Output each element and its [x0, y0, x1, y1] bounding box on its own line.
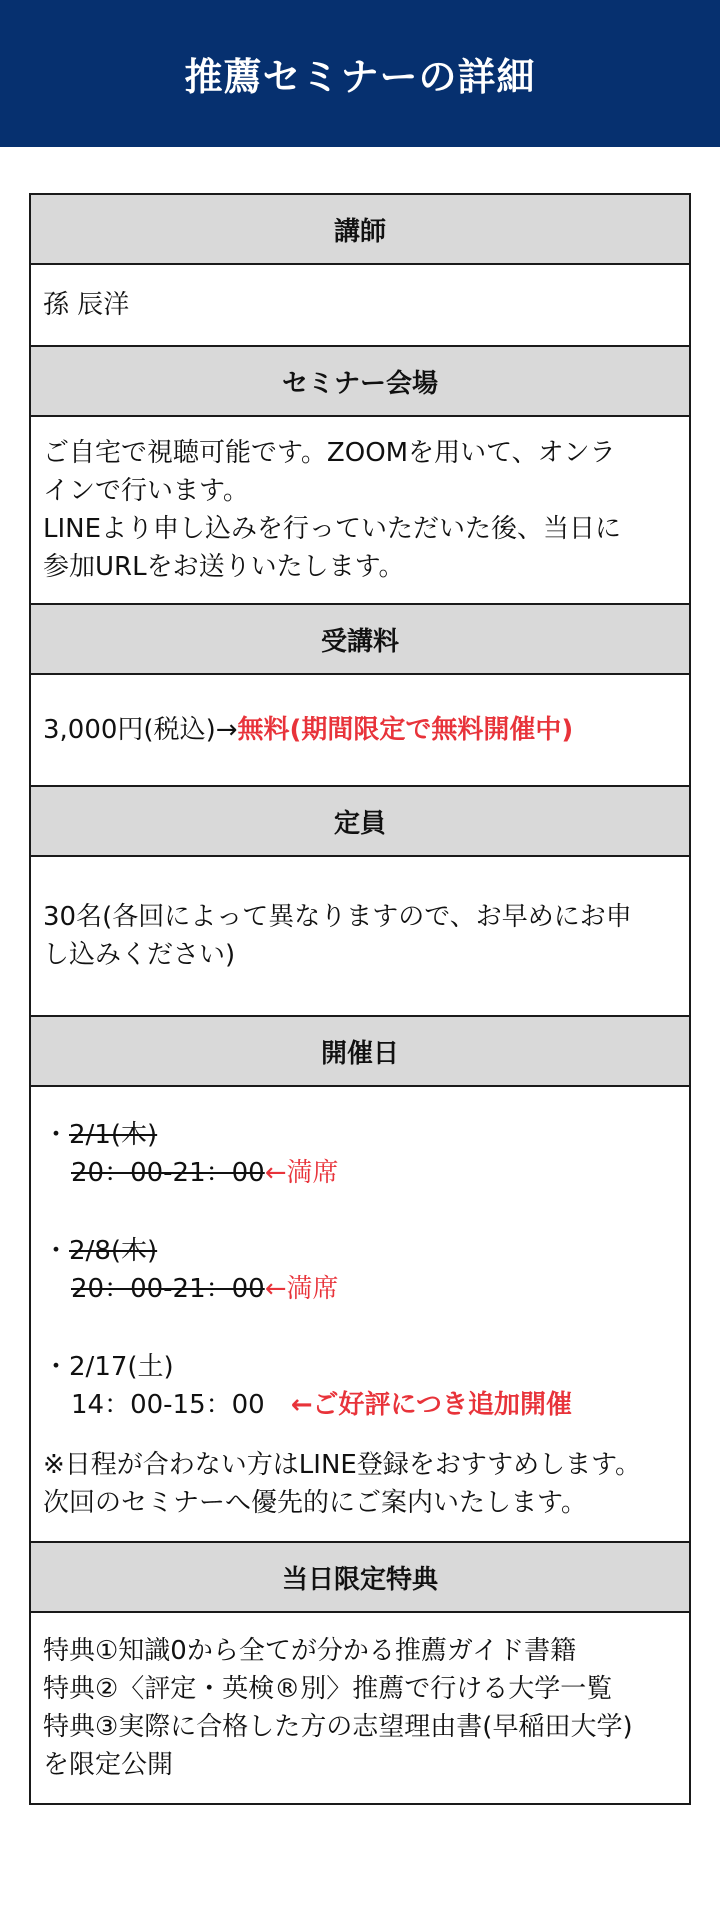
date-value: 2/17(土) [69, 1352, 174, 1382]
dates-heading: 開催日 [31, 1017, 689, 1087]
venue-body [31, 417, 689, 605]
fee-body [31, 675, 689, 787]
dates-note: ※日程が合わない方はLINE登録をおすすめします。 [43, 1450, 641, 1480]
bonus-line: 特典③実際に合格した方の志望理由書(早稲田大学) [43, 1712, 633, 1742]
seminar-details-table [29, 193, 691, 1805]
date-line [43, 1348, 677, 1386]
time-line [43, 1270, 677, 1308]
venue-line: LINEより申し込みを行っていただいた後、当日に [43, 514, 622, 544]
date-line [43, 1116, 677, 1154]
fee-heading: 受講料 [31, 605, 689, 675]
time-line [43, 1386, 677, 1424]
full-badge: ←満席 [264, 1274, 339, 1304]
fee-price: 3,000円(税込)→ [43, 715, 238, 745]
bonus-heading: 当日限定特典 [31, 1543, 689, 1613]
bonus-line: 特典②〈評定・英検®別〉推薦で行ける大学一覧 [43, 1674, 613, 1704]
date-item [43, 1116, 677, 1192]
capacity-line: し込みください) [43, 940, 236, 970]
spacer [43, 1424, 677, 1446]
full-badge: ←満席 [264, 1158, 339, 1188]
date-value: 2/8(木) [69, 1236, 158, 1266]
venue-line: 参加URLをお送りいたします。 [43, 552, 405, 582]
capacity-body [31, 857, 689, 1017]
date-bullet: ・ [43, 1236, 70, 1266]
venue-line: ご自宅で視聴可能です。ZOOMを用いて、オンラ [43, 438, 616, 468]
fee-free-label: 無料(期間限定で無料開催中) [237, 715, 574, 745]
spacer [43, 1308, 677, 1348]
date-value: 2/1(木) [69, 1120, 158, 1150]
bonus-line: を限定公開 [43, 1750, 174, 1780]
time-value: 20：00-21：00 [71, 1274, 265, 1304]
spacer [43, 1192, 677, 1232]
date-bullet: ・ [43, 1352, 70, 1382]
instructor-body [31, 265, 689, 347]
date-item [43, 1348, 677, 1424]
dates-body [31, 1087, 689, 1543]
date-bullet: ・ [43, 1120, 70, 1150]
dates-note: 次回のセミナーへ優先的にご案内いたします。 [43, 1488, 587, 1518]
capacity-line: 30名(各回によって異なりますので、お早めにお申 [43, 902, 632, 932]
bonus-line: 特典①知識0から全てが分かる推薦ガイド書籍 [43, 1636, 577, 1666]
venue-heading: セミナー会場 [31, 347, 689, 417]
time-line [43, 1154, 677, 1192]
capacity-heading: 定員 [31, 787, 689, 857]
extra-session-badge: ←ご好評につき追加開催 [290, 1390, 572, 1420]
instructor-heading: 講師 [31, 195, 689, 265]
venue-line: インで行います。 [43, 476, 249, 506]
instructor-name: 孫 辰洋 [43, 290, 130, 320]
date-line [43, 1232, 677, 1270]
fee-line [43, 711, 677, 749]
date-item [43, 1232, 677, 1308]
time-value: 14：00-15：00 [71, 1390, 265, 1420]
bonus-body [31, 1613, 689, 1803]
time-value: 20：00-21：00 [71, 1158, 265, 1188]
page-title: 推薦セミナーの詳細 [184, 55, 536, 99]
page-header [0, 0, 720, 147]
